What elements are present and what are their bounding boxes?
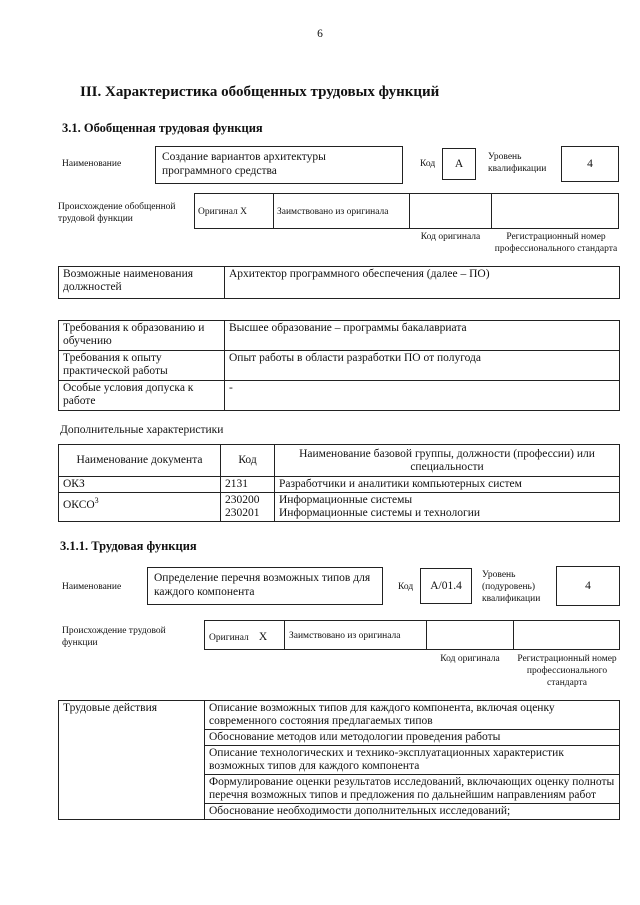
- table-row: [59, 701, 620, 730]
- requirements-table: [58, 320, 620, 411]
- tf-heading: 3.1.1. Трудовая функция: [60, 539, 197, 553]
- positions-value: Архитектор программного обеспечения (далее – ПО): [225, 267, 620, 299]
- action-item: Формулирование оценки результатов исследований, включающих оценку полноты перечня возможных типов и предложения по дальнейшим направлениям работ: [205, 775, 620, 804]
- gtf-heading: 3.1. Обобщенная трудовая функция: [62, 121, 263, 135]
- gtf-origin-label: Происхождение обобщенной трудовой функции: [58, 202, 176, 224]
- tf-origin-label: Происхождение трудовой функции: [62, 626, 166, 648]
- table-row: [59, 493, 620, 522]
- extra-code: 2131: [221, 477, 275, 493]
- tf-name-value: Определение перечня возможных типов для каждого компонента: [147, 567, 383, 605]
- requirement-label: Требования к образованию и обучению: [59, 321, 225, 351]
- requirement-value: -: [225, 381, 620, 411]
- tf-level-label: Уровень (подуровень) квалификации: [482, 570, 541, 604]
- gtf-name-value: Создание вариантов архитектуры программного средства: [155, 146, 403, 184]
- tf-level-value: 4: [556, 566, 620, 606]
- actions-table: [58, 700, 620, 820]
- tf-reg-num-cell: [513, 620, 620, 650]
- tf-original-mark: X: [258, 631, 268, 643]
- tf-code-orig-caption: Код оригинала: [440, 654, 500, 664]
- extra-code-line: 230200: [225, 494, 260, 506]
- requirement-row: [59, 381, 620, 411]
- gtf-reg-num-caption: Регистрационный номер профессионального стандарта: [494, 232, 618, 254]
- gtf-borrowed-label: Заимствовано из оригинала: [277, 207, 389, 217]
- tf-reg-num-caption: Регистрационный номер профессионального стандарта: [517, 654, 617, 688]
- requirement-row: [59, 321, 620, 351]
- extra-code-line: 230201: [225, 507, 260, 519]
- extra-table: [58, 444, 620, 522]
- extra-name: Разработчики и аналитики компьютерных систем: [275, 477, 620, 493]
- extra-header-name: Наименование базовой группы, должности (профессии) или специальности: [275, 445, 620, 477]
- action-item: Описание технологических и технико-эксплуатационных характеристик возможных типов для каждого компонента: [205, 746, 620, 775]
- extra-name-line: Информационные системы и технологии: [279, 507, 481, 519]
- extra-header-row: [59, 445, 620, 477]
- gtf-level-value: 4: [561, 146, 619, 182]
- extra-doc-text: ОКСО: [63, 498, 95, 511]
- gtf-original-label: Оригинал X: [198, 207, 248, 217]
- extra-header-code: Код: [221, 445, 275, 477]
- tf-name-label: Наименование: [62, 582, 122, 592]
- extra-header-doc: Наименование документа: [59, 445, 221, 477]
- gtf-code-value: A: [442, 148, 476, 180]
- extra-doc-text: ОКЗ: [63, 478, 85, 490]
- extra-heading: Дополнительные характеристики: [60, 424, 224, 436]
- positions-table: [58, 266, 620, 299]
- footnote-mark: 3: [94, 496, 99, 505]
- gtf-name-label: Наименование: [62, 159, 122, 169]
- gtf-level-label: Уровень квалификации: [488, 152, 547, 174]
- extra-doc: [59, 477, 221, 493]
- requirement-label: Особые условия допуска к работе: [59, 381, 225, 411]
- requirement-value: Высшее образование – программы бакалавриата: [225, 321, 620, 351]
- requirement-label: Требования к опыту практической работы: [59, 351, 225, 381]
- tf-code-orig-cell: [426, 620, 514, 650]
- gtf-reg-num-cell: [491, 193, 619, 229]
- actions-label: Трудовые действия: [59, 701, 205, 820]
- section-title: III. Характеристика обобщенных трудовых функций: [80, 84, 440, 100]
- requirement-value: Опыт работы в области разработки ПО от полугода: [225, 351, 620, 381]
- page-number: 6: [317, 28, 323, 40]
- requirement-row: [59, 351, 620, 381]
- tf-code-label: Код: [398, 582, 414, 592]
- table-row: [59, 477, 620, 493]
- gtf-code-orig-caption: Код оригинала: [420, 232, 481, 242]
- action-item: Обоснование методов или методологии проведения работы: [205, 730, 620, 746]
- gtf-code-orig-cell: [409, 193, 492, 229]
- action-item: Описание возможных типов для каждого компонента, включая оценку современного состояния предлагаемых типов: [205, 701, 620, 730]
- gtf-original-cell: [194, 193, 274, 229]
- gtf-code-label: Код: [420, 159, 436, 169]
- tf-borrowed-label: Заимствовано из оригинала: [289, 631, 401, 641]
- gtf-borrowed-cell: [273, 193, 410, 229]
- extra-name: [275, 493, 620, 522]
- action-item: Обоснование необходимости дополнительных исследований;: [205, 804, 620, 820]
- tf-original-cell: [204, 620, 285, 650]
- tf-code-value: A/01.4: [420, 568, 472, 604]
- tf-original-label: Оригинал: [209, 633, 249, 643]
- extra-name-line: Информационные системы: [279, 494, 413, 506]
- tf-borrowed-cell: [284, 620, 427, 650]
- positions-label: Возможные наименования должностей: [59, 267, 225, 299]
- extra-doc: [59, 493, 221, 522]
- extra-code: [221, 493, 275, 522]
